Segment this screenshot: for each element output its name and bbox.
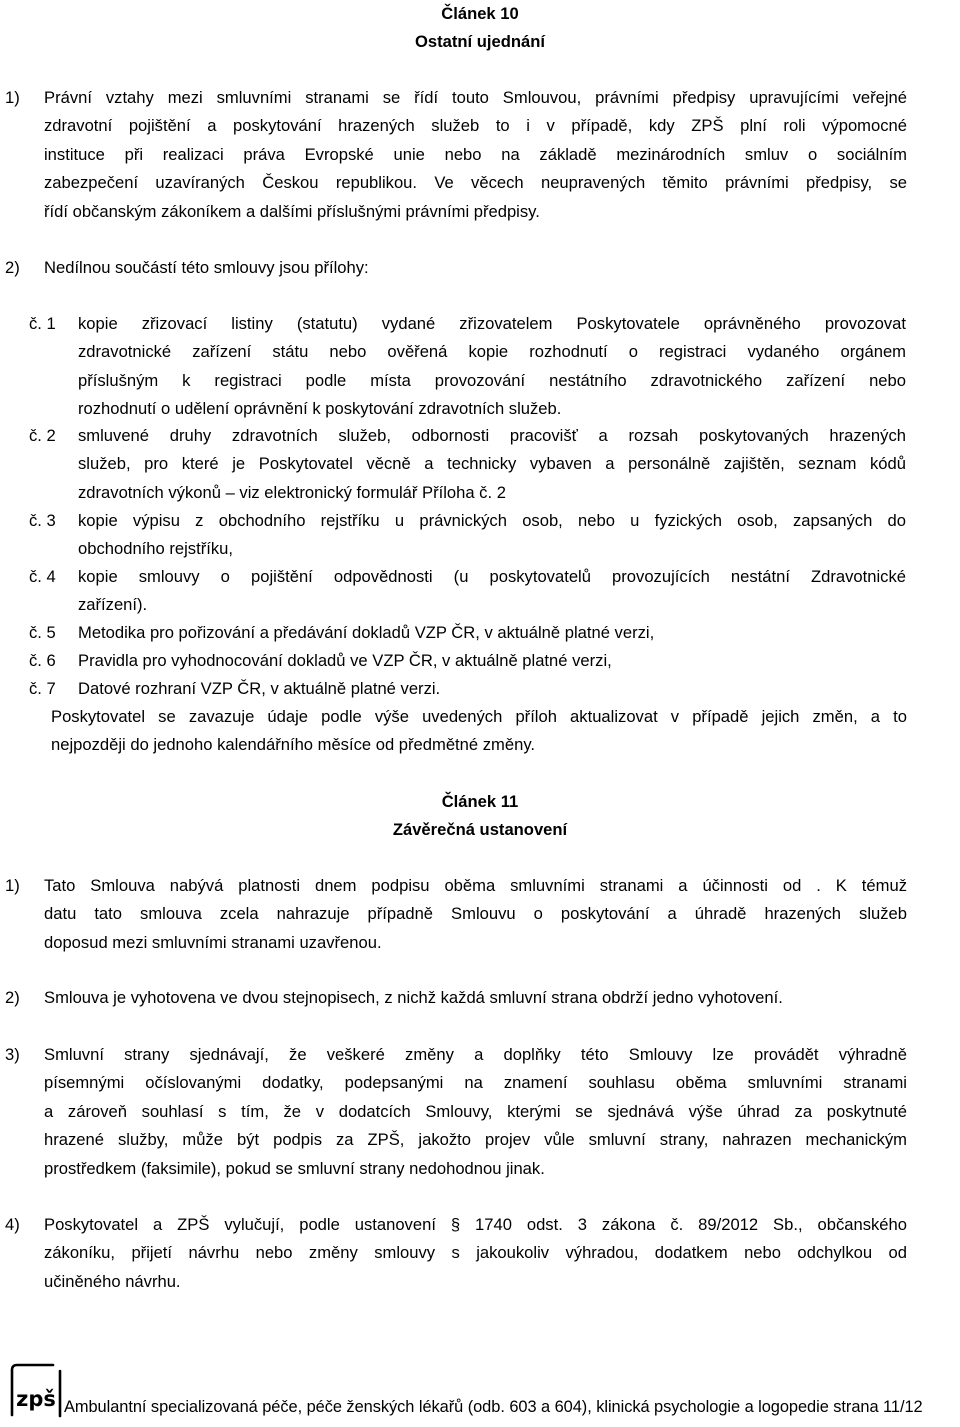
paragraph-number: 4) [5,1215,20,1234]
attachment-item [78,507,906,564]
text-line: kopie výpisu z obchodního rejstříku u právnických osob, nebo u fyzických osob, zapsaných do [78,511,906,530]
text-line: kopie zřizovací listiny (statutu) vydané zřizovatelem Poskytovatele oprávněného provozovat [78,314,906,333]
text-line: rozhodnutí o udělení oprávnění k poskytování zdravotních služeb. [78,399,562,419]
attachment-label: č. 6 [29,651,56,670]
zps-logo [9,1362,65,1418]
logo-text: zpš [16,1387,56,1411]
text-line: datu tato smlouva zcela nahrazuje případně Smlouvu o poskytování a úhradě hrazených služeb [44,904,907,924]
paragraph-11-2: Smlouva je vyhotovena ve dvou stejnopisech, z nichž každá smluvní strana obdrží jedno vyhotovení. [44,988,783,1007]
article-10-title: Ostatní ujednání [415,32,545,51]
attachment-label: č. 2 [29,426,56,445]
paragraph-number: 1) [5,876,20,895]
attachment-label: č. 1 [29,314,56,333]
attachment-label: č. 7 [29,679,56,698]
attachment-item [78,563,906,620]
attachment-item [78,619,906,647]
text-line: smluvené druhy zdravotních služeb, odbornosti pracovišť a rozsah poskytovaných hrazených [78,426,906,445]
article-10-heading: Článek 10 [441,4,519,23]
text-line: Právní vztahy mezi smluvními stranami se řídí touto Smlouvou, právními předpisy upravujícími veřejné [44,88,907,107]
text-line: zákoníku, přijetí návrhu nebo změny smlouvy s jakoukoliv výhradou, dodatkem nebo odchylkou od [44,1243,907,1263]
paragraph-10-1 [44,84,907,226]
paragraph-10-2: Nedílnou součástí této smlouvy jsou přílohy: [44,258,369,277]
text-line: Poskytovatel se zavazuje údaje podle výše uvedených příloh aktualizovat v případě jejich změn, a to [51,707,907,726]
text-line: zdravotních výkonů – viz elektronický formulář Příloha č. 2 [78,482,506,502]
text-line: a zároveň souhlasí s tím, že v dodatcích Smlouvy, kterými se sjednává výše úhrad za poskytnuté [44,1101,907,1121]
text-line: zařízení). [78,595,148,615]
text-line: učiněného návrhu. [44,1271,181,1291]
article-11-heading: Článek 11 [441,792,519,811]
paragraph-10-after [51,703,907,760]
attachment-item [78,675,906,703]
attachment-item [78,310,906,424]
text-line: Metodika pro pořizování a předávání dokladů VZP ČR, v aktuálně platné verzi, [78,623,655,642]
text-line: zabezpečení uzavíraných Českou republikou. Ve věcech neupravených těmito právními předpisy, se [44,173,907,193]
text-line: služeb, pro které je Poskytovatel věcně a technicky vybaven a personálně zajištěn, seznam kódů [78,454,906,474]
paragraph-number: 1) [5,88,20,107]
paragraph-11-3 [44,1041,907,1183]
attachment-item [78,422,906,507]
text-line: Datové rozhraní VZP ČR, v aktuálně platné verzi. [78,679,441,698]
paragraph-11-1 [44,872,907,957]
text-line: Tato Smlouva nabývá platnosti dnem podpisu oběma smluvními stranami a účinnosti od . K témuž [44,876,907,895]
text-line: Smluvní strany sjednávají, že veškeré změny a doplňky této Smlouvy lze provádět výhradně [44,1045,907,1064]
text-line: Poskytovatel a ZPŠ vylučují, podle ustanovení § 1740 odst. 3 zákona č. 89/2012 Sb., občanského [44,1215,907,1234]
text-line: příslušným k registraci podle místa provozování nestátního zdravotnického zařízení nebo [78,370,906,390]
paragraph-number: 2) [5,258,20,277]
text-line: kopie smlouvy o pojištění odpovědnosti (u poskytovatelů provozujících nestátní Zdravotnické [78,567,906,586]
text-line: obchodního rejstříku, [78,539,233,559]
text-line: písemnými očíslovanými dodatky, podepsanými na znamení souhlasu oběma smluvními stranami [44,1073,907,1093]
text-line: doposud mezi smluvními stranami uzavřenou. [44,932,382,952]
paragraph-number: 2) [5,988,20,1007]
text-line: prostředkem (faksimile), pokud se smluvní strany nedohodnou jinak. [44,1158,545,1178]
text-line: zdravotní pojištění a poskytování hrazených služeb to i v případě, kdy ZPŠ plní roli výpomocné [44,116,907,136]
text-line: nejpozději do jednoho kalendářního měsíce od předmětné změny. [51,735,535,755]
paragraph-number: 3) [5,1045,20,1064]
footer-text: Ambulantní specializovaná péče, péče ženských lékařů (odb. 603 a 604), klinická psychologie a logopedie strana 11/12 [64,1398,923,1416]
text-line: řídí občanským zákoníkem a dalšími příslušnými právními předpisy. [44,201,540,221]
text-line: zdravotnické zařízení státu nebo ověřená kopie rozhodnutí o registraci vydaného orgánem [78,342,906,362]
attachment-label: č. 3 [29,511,56,530]
paragraph-11-4 [44,1211,907,1296]
text-line: instituce při realizaci práva Evropské unie nebo na základě mezinárodních smluv o sociálním [44,144,907,164]
text-line: hrazené služby, může být podpis za ZPŠ, jakožto projev vůle smluvní strany, nahrazen mechanickým [44,1130,907,1150]
article-11-title: Závěrečná ustanovení [392,820,568,839]
attachment-label: č. 4 [29,567,56,586]
text-line: Pravidla pro vyhodnocování dokladů ve VZP ČR, v aktuálně platné verzi, [78,651,612,670]
attachment-label: č. 5 [29,623,56,642]
attachment-item [78,647,906,675]
